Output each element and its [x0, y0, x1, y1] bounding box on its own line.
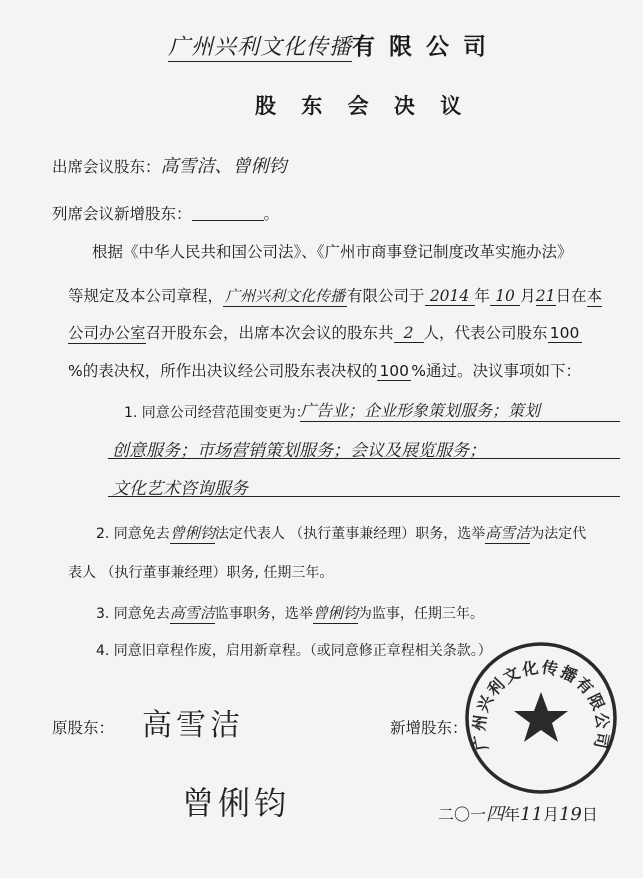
seal-text: 广州兴利文化传播有限公司	[469, 657, 613, 753]
item-4-line: 4. 同意旧章程作废，启用新章程。（或同意修正章程相关条款。）	[96, 643, 492, 659]
new-shareholder-line	[52, 202, 279, 224]
item-1-scope-2: 创意服务；市场营销策划服务；会议及展览服务；	[112, 441, 486, 461]
seal-star-icon	[514, 692, 568, 742]
year-unit: 年	[474, 287, 491, 305]
body-line-2	[68, 284, 602, 307]
place-start: 本	[587, 284, 603, 307]
date-year-unit: 年	[504, 805, 521, 824]
date-month: 11	[520, 804, 543, 825]
date-month-unit: 月	[542, 805, 559, 824]
signature-2: 曾俐钧	[182, 784, 291, 822]
item2-text-a: 2. 同意免去	[96, 526, 170, 542]
body-line2-text-a: 等规定及本公司章程，	[68, 287, 224, 305]
new-shareholder-blank	[192, 204, 264, 221]
meeting-month: 10	[490, 287, 520, 306]
signature-1: 高雪洁	[142, 708, 244, 743]
original-shareholder-label: 原股东：	[52, 719, 115, 737]
body-company-handwritten: 广州兴利文化传播	[225, 287, 346, 305]
attending-label: 出席会议股东：	[52, 158, 161, 176]
item2-text-c: 为法定代	[530, 526, 587, 542]
item-1-scope-3: 文化艺术咨询服务	[112, 479, 248, 499]
item3-removed-name: 高雪洁	[169, 604, 215, 622]
day-unit: 日在	[555, 287, 587, 305]
month-unit: 月	[520, 287, 536, 305]
meeting-place: 公司办公室	[68, 321, 146, 344]
date-day-unit: 日	[581, 805, 598, 824]
new-shareholder-sign-label: 新增股东：	[390, 719, 468, 737]
body-line-3	[68, 321, 582, 344]
date-prefix: 二〇一	[438, 805, 487, 824]
item3-text-b: 监事职务，选举	[214, 606, 313, 622]
item-2-line-2: 表人 （执行董事兼经理）职务, 任期三年。	[68, 565, 334, 581]
period: 。	[263, 205, 280, 223]
date-year-digit: 四	[486, 804, 505, 825]
new-shareholder-label: 列席会议新增股东：	[52, 205, 192, 223]
approval-percent: 100	[377, 362, 411, 381]
meeting-day: 21	[535, 287, 556, 305]
item-3-line	[96, 602, 484, 624]
company-suffix: 有 限 公 司	[352, 34, 490, 60]
body-line4-text-a: %的表决权，所作出决议经公司股东表决权的	[68, 362, 378, 380]
shareholder-count: 2	[394, 324, 424, 343]
item-1-scope-1: 广告业；企业形象策划服务；策划	[300, 398, 620, 422]
document-subtitle: 股 东 会 决 议	[255, 94, 471, 118]
body-line-1: 根据《中华人民共和国公司法》、《广州市商事登记制度改革实施办法》	[92, 243, 573, 261]
attending-line	[52, 152, 287, 178]
body-line3-text-a: 召开股东会，出席本次会议的股东共	[145, 324, 394, 342]
attending-names: 高雪洁、曾俐钧	[160, 156, 287, 177]
signing-date	[438, 800, 598, 826]
document-title	[168, 28, 489, 62]
item2-removed-name: 曾俐钧	[169, 524, 215, 542]
represented-percent: 100	[548, 324, 582, 343]
company-name-handwritten: 广州兴利文化传播	[168, 30, 352, 62]
item3-text-a: 3. 同意免去	[96, 606, 170, 622]
item3-elected-name: 曾俐钧	[312, 604, 358, 622]
item2-text-b: 法定代表人 （执行董事兼经理）职务，选举	[214, 526, 486, 542]
body-line3-text-b: 人，代表公司股东	[423, 324, 548, 342]
date-day: 19	[558, 804, 582, 825]
item3-text-c: 为监事，任期三年。	[357, 606, 484, 622]
company-seal	[463, 640, 619, 796]
body-line-4	[68, 359, 581, 381]
body-line2-text-b: 有限公司于	[347, 287, 425, 305]
body-line4-text-b: %通过。决议事项如下：	[411, 362, 581, 380]
item-2-line-1	[96, 522, 586, 544]
meeting-year: 2014	[425, 287, 475, 306]
item-1-label: 1. 同意公司经营范围变更为：	[124, 405, 310, 421]
item2-elected-name: 高雪洁	[485, 524, 531, 542]
